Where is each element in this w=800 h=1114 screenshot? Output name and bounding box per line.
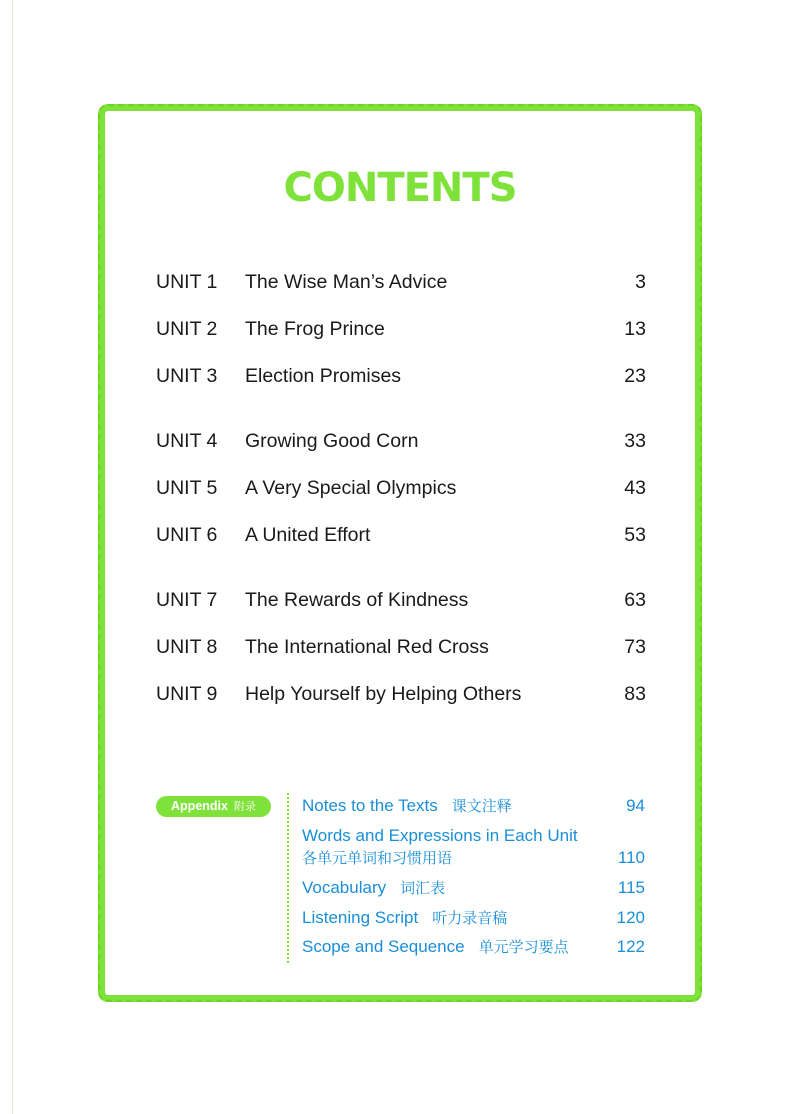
unit-title: Growing Good Corn	[245, 430, 419, 452]
appendix-row-scope[interactable]	[302, 935, 645, 959]
unit-page-number: 43	[624, 477, 646, 499]
toc-row-unit-5[interactable]	[156, 474, 646, 502]
toc-row-unit-7[interactable]	[156, 586, 646, 614]
appendix-page-number: 94	[626, 796, 645, 815]
unit-title: A Very Special Olympics	[245, 477, 457, 499]
unit-number: UNIT 3	[156, 365, 218, 387]
appendix-item-title-cn: 词汇表	[400, 880, 446, 897]
unit-number: UNIT 6	[156, 524, 218, 546]
appendix-badge	[156, 796, 271, 817]
unit-page-number: 13	[624, 318, 646, 340]
appendix-page-number: 115	[617, 878, 645, 897]
unit-page-number: 3	[635, 271, 646, 293]
appendix-row-vocabulary[interactable]	[302, 876, 645, 900]
toc-row-unit-3[interactable]	[156, 362, 646, 390]
unit-title: The Wise Man’s Advice	[245, 271, 448, 293]
unit-page-number: 73	[624, 636, 646, 658]
appendix-item-title-cn: 单元学习要点	[478, 939, 569, 956]
toc-row-unit-8[interactable]	[156, 633, 646, 661]
unit-page-number: 23	[624, 365, 646, 387]
appendix-row-notes[interactable]	[302, 794, 645, 818]
appendix-page-number: 122	[616, 937, 645, 956]
appendix-item-title: Vocabulary	[302, 878, 387, 897]
appendix-label-cn: 附录	[233, 801, 256, 813]
unit-title: The Rewards of Kindness	[245, 589, 469, 611]
unit-title: The Frog Prince	[245, 318, 385, 340]
unit-title: The International Red Cross	[245, 636, 489, 658]
toc-row-unit-1[interactable]	[156, 268, 646, 296]
appendix-page-number: 110	[617, 848, 645, 867]
unit-title: A United Effort	[245, 524, 371, 546]
toc-row-unit-4[interactable]	[156, 427, 646, 455]
toc-row-unit-6[interactable]	[156, 521, 646, 549]
toc-row-unit-2[interactable]	[156, 315, 646, 343]
unit-number: UNIT 8	[156, 636, 218, 658]
unit-page-number: 83	[624, 683, 646, 705]
unit-number: UNIT 5	[156, 477, 218, 499]
appendix-label: Appendix	[171, 799, 228, 813]
appendix-row-words[interactable]	[302, 824, 645, 848]
unit-number: UNIT 4	[156, 430, 218, 452]
appendix-item-title: Words and Expressions in Each Unit	[302, 826, 578, 845]
appendix-item-title-cn: 课文注释	[451, 798, 512, 815]
unit-number: UNIT 2	[156, 318, 218, 340]
unit-title: Election Promises	[245, 365, 402, 387]
appendix-item-title: Notes to the Texts	[302, 796, 438, 815]
unit-number: UNIT 1	[156, 271, 218, 293]
appendix-item-title: Listening Script	[302, 908, 419, 927]
unit-number: UNIT 9	[156, 683, 218, 705]
toc-row-unit-9[interactable]	[156, 680, 646, 708]
appendix-item-title-cn: 听力录音稿	[432, 910, 508, 927]
appendix-item-title: Scope and Sequence	[302, 937, 465, 956]
appendix-row-words-cn[interactable]	[302, 846, 645, 870]
unit-page-number: 53	[624, 524, 646, 546]
appendix-divider	[287, 793, 289, 963]
unit-page-number: 63	[624, 589, 646, 611]
appendix-item-title-cn: 各单元单词和习惯用语	[302, 850, 453, 867]
appendix-page-number: 120	[616, 908, 645, 927]
appendix-row-listening[interactable]	[302, 906, 645, 930]
page-title: CONTENTS	[283, 165, 517, 211]
unit-title: Help Yourself by Helping Others	[245, 683, 522, 705]
unit-number: UNIT 7	[156, 589, 218, 611]
unit-page-number: 33	[624, 430, 646, 452]
